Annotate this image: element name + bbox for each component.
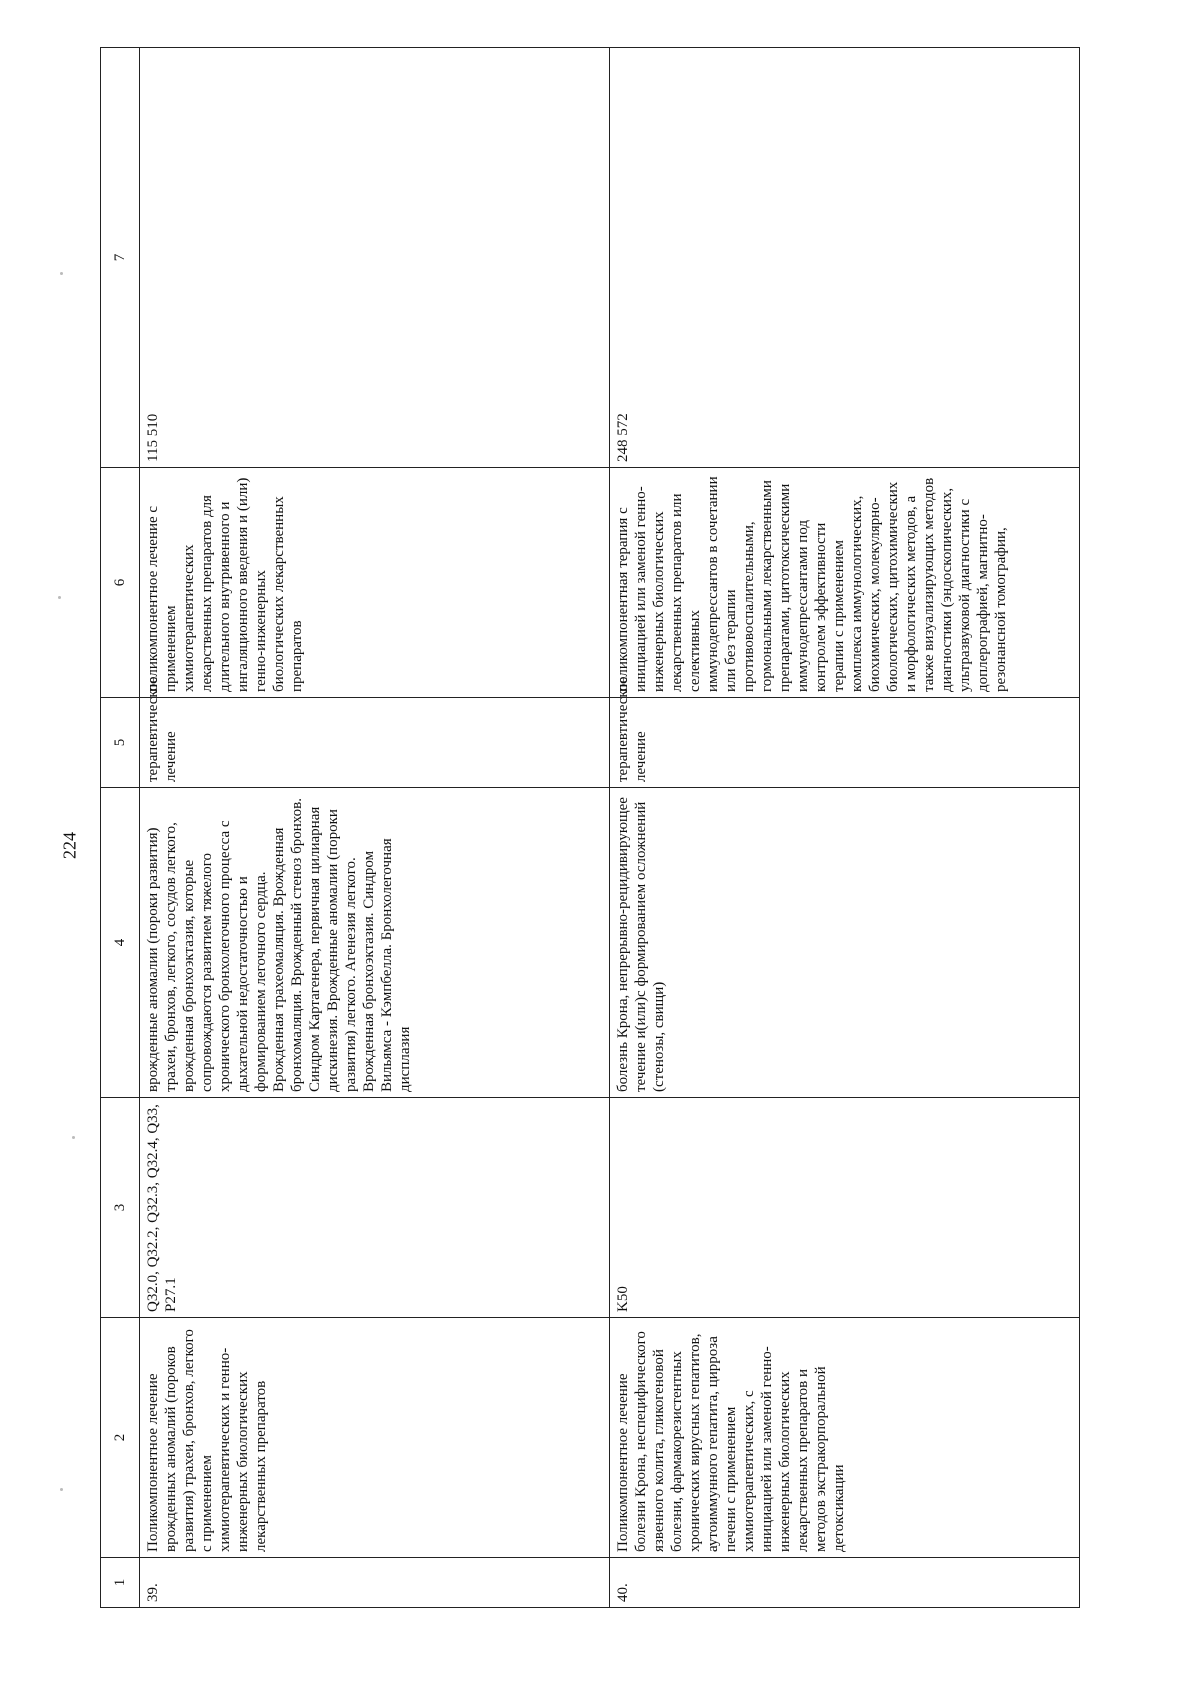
- service-name: Поликомпонентное лечение врожденных аномалий (пороков развития) трахеи, бронхов, легкого с применением химиотерапевтических и генно-инженерных биологических лекарственных препаратов: [140, 1318, 610, 1558]
- row-number: 39.: [140, 1558, 610, 1608]
- patient-model: врожденные аномалии (пороки развития) трахеи, бронхов, легкого, сосудов легкого, врожденная бронхоэктазия, которые сопровождаются развитием тяжелого хронического бронхолегочного процесса с дыхательной недостаточностью и формированием легочного сердца. Врожденная трахеомаляция. Врожденная бронхомаляция. Врожденный стеноз бронхов. Синдром Картагенера, первичная цилиарная дискинезия. Врожденные аномалии (пороки развития) легкого. Агенезия легкого. Врожденная бронхоэктазия. Синдром Вильямса - Кэмпбелла. Бронхолегочная дисплазия: [140, 788, 610, 1098]
- scan-speck: [60, 272, 63, 275]
- row-number: 40.: [610, 1558, 1080, 1608]
- page-number: 224: [59, 832, 80, 859]
- treatment-method: поликомпонентная терапия с инициацией или заменой генно-инженерных биологических лекарственных препаратов или селективных иммунодепрессантов в сочетании или без терапии противовоспалительными, гормональными лекарственными препаратами, цитотоксическими иммунодепрессантами под контролем эффективности терапии с применением комплекса иммунологических, биохимических, молекулярно-биологических, цитохимических и морфологических методов, а также визуализирующих методов диагностики (эндоскопических, ультразвуковой диагностики с доплерографией, магнитно-резонансной томографии,: [610, 468, 1080, 698]
- scan-speck: [72, 1136, 75, 1139]
- table-row: [610, 48, 1080, 1608]
- cost-value: 115 510: [140, 48, 610, 468]
- scan-speck: [60, 1488, 63, 1491]
- patient-model: болезнь Крона, непрерывно-рецидивирующее течение и(или)с формированием осложнений (стенозы, свищи): [610, 788, 1080, 1098]
- header-cell: 4: [101, 788, 140, 1098]
- icd-codes: Q32.0, Q32.2, Q32.3, Q32.4, Q33, P27.1: [140, 1098, 610, 1318]
- table-header-row: [101, 48, 140, 1608]
- header-cell: 7: [101, 48, 140, 468]
- header-cell: 1: [101, 1558, 140, 1608]
- header-cell: 3: [101, 1098, 140, 1318]
- header-cell: 6: [101, 468, 140, 698]
- scan-speck: [58, 596, 61, 599]
- header-cell: 2: [101, 1318, 140, 1558]
- treatment-type: терапевтическое лечение: [140, 698, 610, 788]
- treatment-method: поликомпонентное лечение с применением химиотерапевтических лекарственных препаратов для длительного внутривенного и ингаляционного введения и (или) генно-инженерных биологических лекарственных препаратов: [140, 468, 610, 698]
- cost-value: 248 572: [610, 48, 1080, 468]
- treatment-type: терапевтическое лечение: [610, 698, 1080, 788]
- medical-services-table: [100, 47, 1080, 1608]
- icd-codes: K50: [610, 1098, 1080, 1318]
- service-name: Поликомпонентное лечение болезни Крона, неспецифического язвенного колита, гликогеновой болезни, фармакорезистентных хронических вирусных гепатитов, аутоиммунного гепатита, цирроза печени с применением химиотерапевтических, с инициацией или заменой генно- инженерных биологических лекарственных препаратов и методов экстракорпоральной детоксикации: [610, 1318, 1080, 1558]
- table-row: [140, 48, 610, 1608]
- header-cell: 5: [101, 698, 140, 788]
